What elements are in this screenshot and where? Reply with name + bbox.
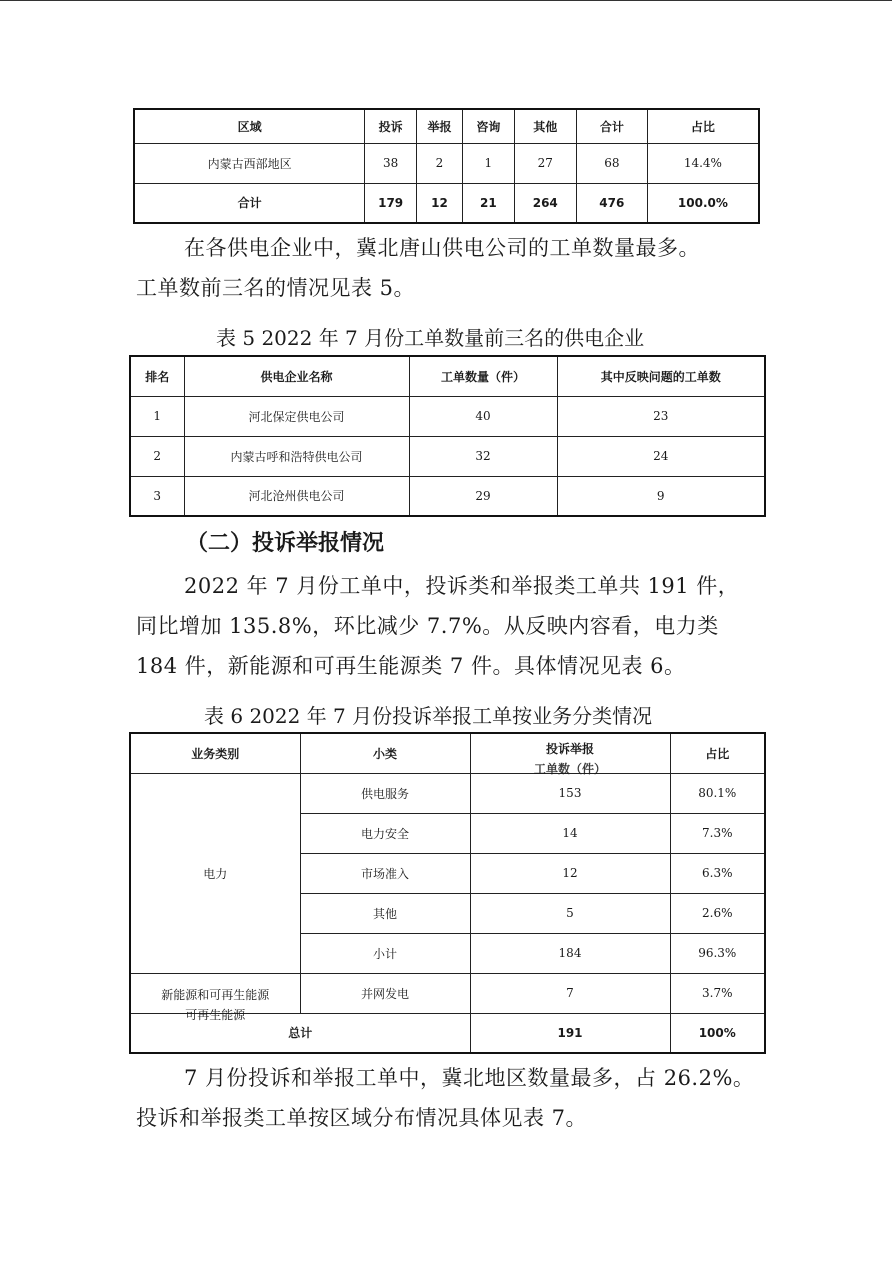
paragraph-line: 投诉和举报类工单按区域分布情况具体见表 7。 — [136, 1106, 588, 1130]
table-cell: 184 — [470, 933, 670, 973]
table-cell: 7 — [470, 973, 670, 1013]
table-cell: 河北保定供电公司 — [184, 396, 409, 436]
table-cell: 9 — [557, 476, 765, 516]
table-cell: 2 — [130, 436, 184, 476]
table-cell: 14.4% — [647, 143, 759, 183]
table-4-header: 占比 — [647, 109, 759, 143]
table-cell: 并网发电 — [300, 973, 470, 1013]
table-6-header: 小类 — [300, 733, 470, 773]
table-cell: 12 — [416, 183, 462, 223]
table-cell: 内蒙古呼和浩特供电公司 — [184, 436, 409, 476]
table-5 — [129, 355, 766, 517]
table-cell: 476 — [576, 183, 647, 223]
table-row — [130, 773, 765, 813]
table-cell: 14 — [470, 813, 670, 853]
paragraph-line: 184 件，新能源和可再生能源类 7 件。具体情况见表 6。 — [136, 654, 686, 678]
table-cell: 6.3% — [670, 853, 765, 893]
table-row — [130, 973, 765, 1013]
table-cell: 68 — [576, 143, 647, 183]
paragraph-line: 2022 年 7 月份工单中，投诉类和举报类工单共 191 件， — [184, 574, 740, 598]
group-name-line: 新能源和可再生能源 — [161, 987, 270, 1002]
total-ratio: 100% — [670, 1013, 765, 1053]
table-cell: 7.3% — [670, 813, 765, 853]
total-count: 191 — [470, 1013, 670, 1053]
table-cell: 12 — [470, 853, 670, 893]
table-cell: 1 — [463, 143, 515, 183]
table-cell: 23 — [557, 396, 765, 436]
table-6-caption: 表 6 2022 年 7 月份投诉举报工单按业务分类情况 — [204, 704, 653, 728]
total-label: 总计 — [130, 1013, 470, 1053]
table-4-header: 合计 — [576, 109, 647, 143]
paragraph-line: 在各供电企业中，冀北唐山供电公司的工单数量最多。 — [184, 236, 700, 260]
paragraph-line: 工单数前三名的情况见表 5。 — [136, 276, 416, 300]
table-cell: 21 — [463, 183, 515, 223]
table-5-caption: 表 5 2022 年 7 月份工单数量前三名的供电企业 — [216, 326, 645, 350]
table-row — [130, 396, 765, 436]
paragraph-2 — [136, 566, 766, 686]
table-cell: 153 — [470, 773, 670, 813]
table-4-header: 投诉 — [365, 109, 417, 143]
table-cell: 27 — [514, 143, 576, 183]
table-total-row — [134, 183, 759, 223]
table-cell: 市场准入 — [300, 853, 470, 893]
group-name-line: 可再生能源 — [185, 1007, 246, 1022]
table-cell: 80.1% — [670, 773, 765, 813]
table-4-header: 咨询 — [463, 109, 515, 143]
table-4-header-row — [134, 109, 759, 143]
table-6-header-row — [130, 733, 765, 773]
paragraph-line: 7 月份投诉和举报工单中，冀北地区数量最多，占 26.2%。 — [184, 1066, 755, 1090]
table-cell: 1 — [130, 396, 184, 436]
table-cell: 40 — [409, 396, 557, 436]
section-heading: （二）投诉举报情况 — [186, 531, 385, 556]
table-row — [134, 143, 759, 183]
table-cell: 供电服务 — [300, 773, 470, 813]
table-4-header: 其他 — [514, 109, 576, 143]
table-6-header: 业务类别 — [130, 733, 300, 773]
table-row — [130, 476, 765, 516]
table-row — [130, 436, 765, 476]
table-cell: 合计 — [134, 183, 365, 223]
table-4-header: 区域 — [134, 109, 365, 143]
paragraph-line: 同比增加 135.8%，环比减少 7.7%。从反映内容看，电力类 — [136, 614, 719, 638]
table-cell: 电力安全 — [300, 813, 470, 853]
table-cell: 3 — [130, 476, 184, 516]
table-5-header: 其中反映问题的工单数 — [557, 356, 765, 396]
group-cell-power: 电力 — [130, 773, 300, 973]
page-top-border — [0, 0, 892, 1]
header-line: 工单数（件） — [533, 762, 606, 776]
table-5-header: 排名 — [130, 356, 184, 396]
table-cell: 96.3% — [670, 933, 765, 973]
table-5-header-row — [130, 356, 765, 396]
table-cell: 100.0% — [647, 183, 759, 223]
table-6-header: 占比 — [670, 733, 765, 773]
table-cell: 2 — [416, 143, 462, 183]
table-cell: 3.7% — [670, 973, 765, 1013]
table-5-header: 工单数量（件） — [409, 356, 557, 396]
paragraph-3 — [136, 1058, 766, 1138]
table-cell: 河北沧州供电公司 — [184, 476, 409, 516]
paragraph-1 — [136, 228, 766, 308]
table-6 — [129, 732, 766, 1054]
table-cell: 179 — [365, 183, 417, 223]
table-cell: 264 — [514, 183, 576, 223]
table-cell: 2.6% — [670, 893, 765, 933]
group-cell-renewable — [130, 973, 300, 1022]
header-line: 投诉举报 — [545, 742, 594, 756]
table-cell: 29 — [409, 476, 557, 516]
table-6-header — [470, 733, 670, 776]
table-cell: 38 — [365, 143, 417, 183]
table-cell: 32 — [409, 436, 557, 476]
table-cell: 小计 — [300, 933, 470, 973]
table-5-header: 供电企业名称 — [184, 356, 409, 396]
table-4 — [133, 108, 760, 224]
table-cell: 24 — [557, 436, 765, 476]
table-cell: 5 — [470, 893, 670, 933]
table-cell: 内蒙古西部地区 — [134, 143, 365, 183]
table-4-header: 举报 — [416, 109, 462, 143]
table-cell: 其他 — [300, 893, 470, 933]
